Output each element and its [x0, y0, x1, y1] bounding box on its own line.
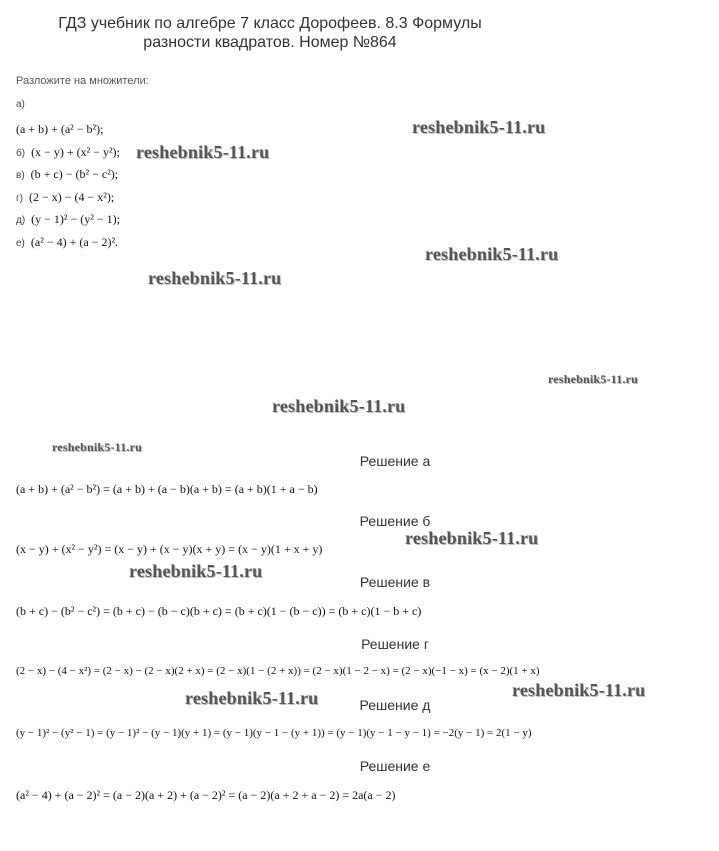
solution-expression: (b + c) − (b² − c²) = (b + c) − (b − c)(b + c) = (b + c)(1 − (b − c)) = (b + c)(1 − b + c) [16, 604, 422, 618]
solution-heading: Решение б [359, 513, 431, 529]
page-title [0, 14, 540, 52]
solution-heading: Решение в [359, 574, 431, 590]
task-item-prefix: г) [16, 193, 23, 204]
task-item-d [16, 190, 114, 205]
watermark: reshebnik5-11.ru [185, 688, 319, 708]
solution-heading: Решение е [359, 758, 431, 774]
task-item-expr: (a + b) + (a² − b²); [16, 122, 104, 136]
task-item-b [16, 145, 120, 160]
watermark: reshebnik5-11.ru [405, 528, 539, 548]
watermark: reshebnik5-11.ru [548, 372, 638, 386]
task-item-a-label [16, 96, 28, 111]
task-item-prefix: в) [16, 170, 25, 181]
watermark: reshebnik5-11.ru [52, 440, 142, 454]
solution-expression: (a² − 4) + (a − 2)² = (a − 2)(a + 2) + (a − 2)² = (a − 2)(a + 2 + a − 2) = 2a(a − 2) [16, 788, 396, 802]
task-item-expr: (b + c) − (b² − c²); [30, 167, 119, 181]
watermark: reshebnik5-11.ru [136, 142, 270, 162]
page-title-line: разности квадратов. Номер №864 [143, 34, 397, 51]
watermark: reshebnik5-11.ru [129, 561, 263, 581]
watermark: reshebnik5-11.ru [272, 396, 406, 416]
task-item-a [16, 122, 103, 137]
task-item-expr: (x − y) + (x² − y²); [31, 145, 120, 159]
page-title-line: ГДЗ учебник по алгебре 7 класс Дорофеев. 8.3 Формулы [58, 15, 482, 32]
task-item-prefix: б) [16, 148, 26, 159]
solution-expression: (a + b) + (a² − b²) = (a + b) + (a − b)(a + b) = (a + b)(1 + a − b) [16, 482, 318, 496]
solution-heading: Решение д [359, 697, 431, 713]
watermark: reshebnik5-11.ru [148, 268, 282, 288]
task-item-expr: (2 − x) − (4 − x²); [28, 190, 115, 204]
watermark: reshebnik5-11.ru [425, 244, 559, 264]
task-item-expr: (a² − 4) + (a − 2)². [30, 235, 119, 249]
solution-heading: Решение а [359, 453, 431, 469]
solution-expression: (2 − x) − (4 − x²) = (2 − x) − (2 − x)(2 + x) = (2 − x)(1 − (2 + x)) = (2 − x)(1 − 2 − x) = (2 − x)(−1 − x) = (x − 2)(1 + x) [16, 665, 540, 677]
watermark: reshebnik5-11.ru [412, 117, 546, 137]
task-item-c [16, 167, 118, 182]
task-item-expr: (y − 1)² − (y² − 1); [31, 212, 120, 226]
task-item-f [16, 235, 118, 250]
task-item-prefix: д) [16, 215, 26, 226]
watermark: reshebnik5-11.ru [512, 680, 646, 700]
solution-expression: (y − 1)² − (y² − 1) = (y − 1)² − (y − 1)(y + 1) = (y − 1)(y − 1 − (y + 1)) = (y − 1)(y − 1 − y − 1) = −2(y − 1) = 2(1 − y) [16, 727, 532, 739]
task-item-prefix: е) [16, 238, 25, 249]
task-item-e [16, 212, 120, 227]
task-instruction: Разложите на множители: [16, 75, 149, 87]
solution-expression: (x − y) + (x² − y²) = (x − y) + (x − y)(x + y) = (x − y)(1 + x + y) [16, 542, 323, 556]
task-item-prefix: а) [16, 99, 25, 110]
solution-heading: Решение г [361, 636, 429, 652]
